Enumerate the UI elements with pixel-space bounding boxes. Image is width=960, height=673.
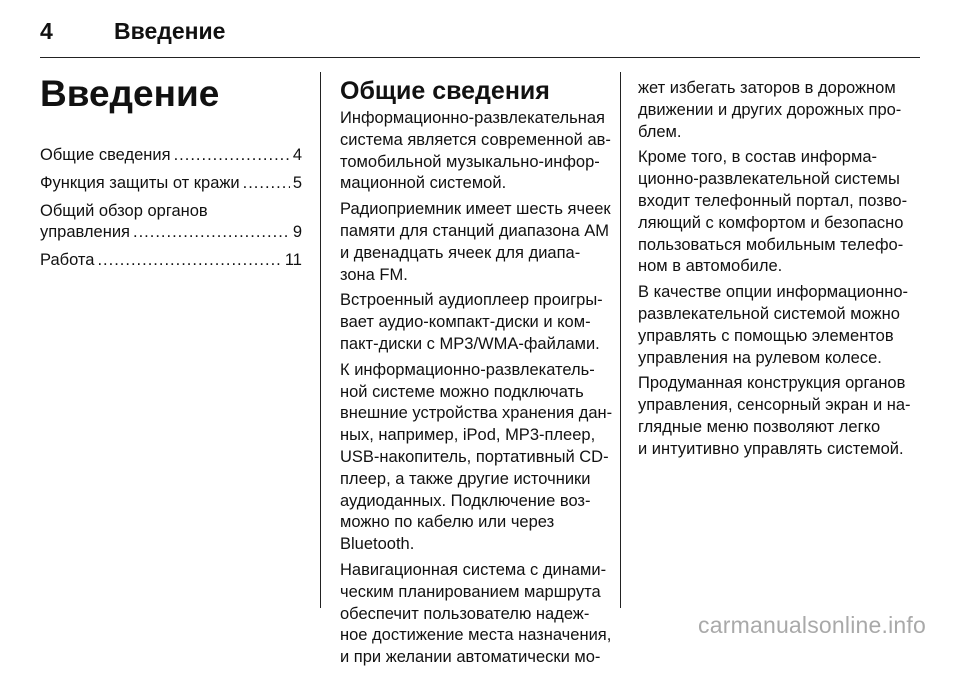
text-column-3 bbox=[638, 78, 912, 465]
text-line: пакт-диски с MP3/WMA-файлами. bbox=[340, 334, 600, 353]
paragraph bbox=[638, 282, 912, 369]
text-line: и двенадцать ячеек для диапа- bbox=[340, 243, 581, 262]
paragraph bbox=[340, 560, 612, 669]
toc-column bbox=[40, 74, 302, 278]
watermark: carmanualsonline.info bbox=[698, 612, 926, 638]
text-line: ной системе можно подключать bbox=[340, 382, 584, 401]
paragraph bbox=[638, 147, 912, 278]
toc-entry[interactable] bbox=[40, 173, 302, 195]
text-line: ном в автомобиле. bbox=[638, 257, 783, 276]
text-line: жет избегать заторов в дорожном bbox=[638, 79, 896, 97]
text-line: пользоваться мобильным телефо- bbox=[638, 235, 904, 254]
paragraph bbox=[638, 373, 912, 460]
text-line: управлять с помощью элементов bbox=[638, 326, 894, 345]
text-line: памяти для станций диапазона AM bbox=[340, 221, 610, 240]
text-line: Навигационная система с динами- bbox=[340, 560, 607, 579]
text-line: томобильной музыкально-инфор- bbox=[340, 152, 600, 171]
text-line: Кроме того, в состав информа- bbox=[638, 148, 878, 167]
column-divider bbox=[620, 72, 621, 608]
page-header bbox=[40, 14, 225, 48]
toc-page-number: 9 bbox=[292, 223, 302, 242]
text-line: USB-накопитель, портативный CD- bbox=[340, 447, 609, 466]
text-line: ляющий с комфортом и безопасно bbox=[638, 213, 904, 232]
text-line: В качестве опции информационно- bbox=[638, 283, 909, 302]
toc-entry-title: управления bbox=[40, 223, 130, 242]
text-line: Информационно-развлекательная bbox=[340, 109, 605, 127]
text-column-2 bbox=[340, 76, 613, 673]
text-line: аудиоданных. Подключение воз- bbox=[340, 491, 591, 510]
text-line: мационной системой. bbox=[340, 174, 507, 193]
toc-page-number: 11 bbox=[284, 251, 302, 270]
text-line: плеер, а также другие источники bbox=[340, 469, 591, 488]
text-line: Bluetooth. bbox=[340, 535, 415, 554]
chapter-title: Введение bbox=[40, 73, 220, 114]
paragraph bbox=[638, 78, 912, 143]
text-line: Радиоприемник имеет шесть ячеек bbox=[340, 200, 611, 219]
toc-entry-title: Работа bbox=[40, 251, 95, 270]
toc-list bbox=[40, 145, 302, 272]
toc-page-number: 5 bbox=[292, 173, 302, 192]
column-divider bbox=[320, 72, 321, 608]
toc-leader-dots bbox=[97, 250, 281, 272]
text-line: Встроенный аудиоплеер проигры- bbox=[340, 291, 603, 310]
text-line: управления на рулевом колесе. bbox=[638, 348, 882, 367]
header-rule bbox=[40, 57, 920, 58]
text-line: движении и других дорожных про- bbox=[638, 100, 902, 119]
text-line: и интуитивно управлять системой. bbox=[638, 439, 904, 458]
toc-entry[interactable] bbox=[40, 145, 302, 167]
page-number: 4 bbox=[40, 17, 53, 44]
column-3-body bbox=[638, 78, 912, 461]
text-line: и при желании автоматически мо- bbox=[340, 648, 601, 667]
text-line: зона FM. bbox=[340, 265, 408, 284]
toc-page-number: 4 bbox=[292, 146, 302, 164]
toc-entry[interactable] bbox=[40, 201, 302, 245]
text-line: развлекательной системой можно bbox=[638, 304, 900, 323]
column-2-body bbox=[340, 108, 613, 669]
toc-entry-title: Общий обзор органов bbox=[40, 201, 208, 220]
text-line: блем. bbox=[638, 122, 682, 141]
text-line: глядные меню позволяют легко bbox=[638, 417, 881, 436]
toc-leader-dots bbox=[133, 222, 290, 244]
text-line: Продуманная конструкция органов bbox=[638, 374, 906, 393]
paragraph bbox=[340, 290, 606, 355]
toc-entry[interactable] bbox=[40, 250, 302, 272]
text-line: вает аудио-компакт-диски и ком- bbox=[340, 313, 591, 332]
toc-leader-dots bbox=[174, 145, 290, 167]
text-line: входит телефонный портал, позво- bbox=[638, 191, 908, 210]
toc-entry-title: Функция защиты от кражи bbox=[40, 173, 240, 192]
text-line: внешние устройства хранения дан- bbox=[340, 404, 613, 423]
text-line: К информационно-развлекатель- bbox=[340, 360, 595, 379]
text-line: ных, например, iPod, MP3-плеер, bbox=[340, 426, 596, 445]
paragraph bbox=[340, 199, 611, 286]
running-title: Введение bbox=[114, 17, 226, 44]
text-line: ционно-развлекательной системы bbox=[638, 170, 900, 189]
toc-leader-dots bbox=[243, 173, 290, 195]
section-title: Общие сведения bbox=[340, 77, 550, 105]
text-line: ное достижение места назначения, bbox=[340, 626, 612, 645]
text-line: можно по кабелю или через bbox=[340, 513, 555, 532]
paragraph bbox=[340, 360, 613, 556]
toc-entry-title: Общие сведения bbox=[40, 146, 171, 164]
text-line: обеспечит пользователю надеж- bbox=[340, 604, 590, 623]
paragraph bbox=[340, 108, 611, 195]
text-line: управления, сенсорный экран и на- bbox=[638, 396, 911, 415]
text-line: система является современной ав- bbox=[340, 130, 611, 149]
text-line: ческим планированием маршрута bbox=[340, 582, 601, 601]
